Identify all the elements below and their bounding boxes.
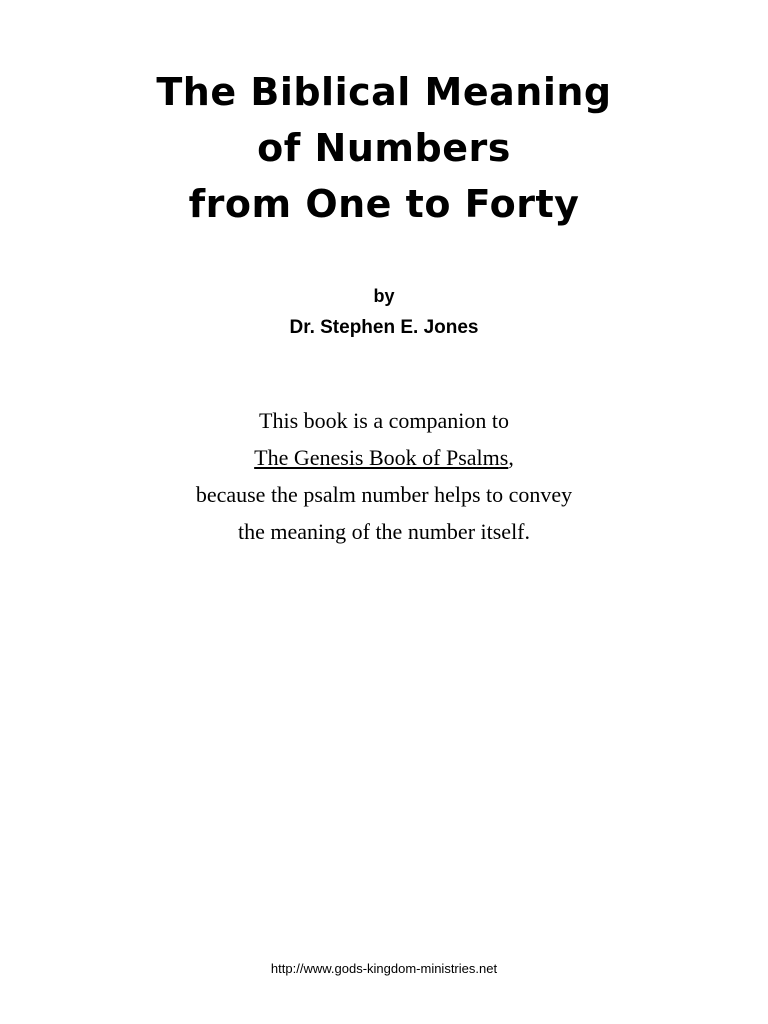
description-line-1: This book is a companion to	[259, 408, 509, 433]
description-line-4: the meaning of the number itself.	[237, 519, 531, 544]
footer-url: http://www.gods-kingdom-ministries.net	[270, 961, 498, 976]
author-name: Dr. Stephen E. Jones	[289, 317, 479, 338]
companion-book-suffix: ,	[508, 445, 514, 470]
title-line-1: The Biblical Meaning	[156, 70, 612, 114]
book-title	[0, 64, 768, 232]
companion-book-title: The Genesis Book of Psalms	[254, 445, 509, 470]
description	[0, 402, 768, 550]
description-line-2	[0, 439, 768, 476]
description-line-3: because the psalm number helps to convey	[195, 482, 573, 507]
by-label: by	[373, 286, 395, 306]
title-line-3: from One to Forty	[188, 182, 580, 226]
title-line-2: of Numbers	[257, 126, 511, 170]
